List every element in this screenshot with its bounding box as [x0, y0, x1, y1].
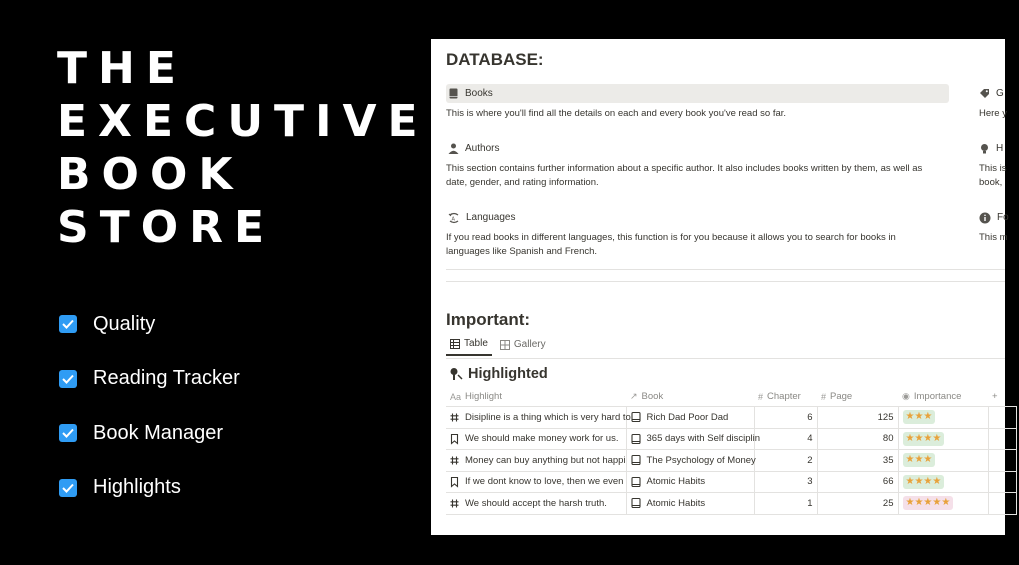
cell-book[interactable] [626, 428, 761, 450]
feature-label: Book Manager [93, 421, 224, 444]
book-link[interactable]: Atomic Habits [646, 497, 706, 509]
database-item-partial[interactable] [979, 208, 1019, 245]
tag-icon [979, 88, 990, 99]
highlight-text: We should accept the harsh truth. [465, 497, 607, 509]
database-item-label: Fo [997, 212, 1009, 223]
table-row[interactable] [446, 450, 1016, 472]
feature-item [59, 352, 240, 407]
column-header-book[interactable] [626, 387, 754, 407]
tabs-divider [446, 358, 1005, 359]
database-item-partial[interactable] [979, 139, 1019, 190]
column-header-label: Chapter [767, 391, 801, 402]
cell-highlight[interactable] [446, 428, 626, 450]
page-icon [631, 498, 641, 508]
divider [446, 269, 1005, 270]
title-line: BOOK [57, 149, 244, 200]
cell-empty [988, 450, 1016, 472]
database-item-books[interactable] [446, 84, 949, 121]
cell-book[interactable] [626, 493, 754, 515]
importance-stars: ★★★★★ [903, 496, 954, 510]
cell-empty [988, 471, 1016, 493]
book-icon [448, 88, 459, 99]
highlight-text: Money can buy anything but not happi [465, 454, 626, 466]
checkbox-checked-icon [59, 315, 77, 333]
cell-book[interactable] [626, 450, 754, 472]
cell-empty [988, 407, 1016, 429]
database-link-languages[interactable] [446, 208, 949, 227]
database-link-authors[interactable] [446, 139, 949, 158]
feature-item [59, 297, 240, 352]
cell-highlight[interactable] [446, 471, 626, 493]
column-header-label: Highlight [465, 391, 502, 402]
view-title-label: Highlighted [468, 366, 548, 382]
page-icon [631, 412, 641, 422]
highlights-table [446, 387, 1017, 515]
column-header-importance[interactable] [898, 387, 988, 407]
feature-label: Quality [93, 312, 156, 335]
cell-book[interactable] [626, 407, 754, 429]
database-item-languages[interactable] [446, 208, 949, 259]
table-header-row [446, 387, 1016, 407]
feature-list [59, 297, 240, 515]
importance-stars: ★★★ [903, 410, 936, 424]
highlight-text: Disipline is a thing which is very hard to [465, 411, 631, 423]
title-line: THE [57, 43, 187, 94]
add-property-button[interactable] [988, 387, 1016, 407]
number-property-icon: # [821, 391, 827, 402]
column-header-label: Importance [913, 391, 962, 402]
importance-stars: ★★★ [903, 453, 936, 467]
table-row[interactable] [446, 407, 1016, 429]
database-item-label: Authors [465, 143, 500, 154]
chapter-marker-icon [450, 456, 459, 465]
database-heading: DATABASE: [446, 50, 544, 69]
database-item-desc: Here y [979, 108, 1007, 119]
database-item-desc-line: This is [979, 163, 1007, 174]
cell-importance[interactable] [898, 450, 988, 472]
person-icon [448, 143, 459, 154]
database-item-desc: If you read books in different languages, this function is for you because it allows you to search for books in languages like Spanish and French. [446, 232, 896, 257]
cell-highlight[interactable] [446, 407, 631, 429]
divider [446, 281, 1005, 282]
important-heading: Important: [446, 310, 531, 329]
cell-book[interactable] [626, 471, 754, 493]
column-header-highlight[interactable] [446, 387, 626, 407]
bookmark-icon [450, 434, 459, 444]
table-row[interactable] [446, 428, 1016, 450]
highlight-text: If we dont know to love, then we even [465, 476, 624, 488]
database-item-label: G [996, 88, 1004, 99]
database-item-label: H [996, 143, 1004, 154]
bookmark-icon [450, 477, 459, 487]
cell-chapter[interactable]: 2 [754, 450, 817, 472]
feature-label: Highlights [93, 476, 181, 499]
number-property-icon: # [758, 391, 764, 402]
cell-page[interactable]: 66 [817, 471, 898, 493]
importance-stars: ★★★★ [903, 475, 945, 489]
database-item-desc-line: book, [979, 177, 1003, 188]
importance-stars: ★★★★ [903, 432, 945, 446]
column-header-chapter[interactable] [754, 387, 817, 407]
cell-page[interactable]: 35 [817, 450, 898, 472]
table-icon [450, 339, 460, 349]
cell-empty [988, 493, 1016, 515]
page-icon [631, 434, 641, 444]
column-header-page[interactable] [817, 387, 898, 407]
database-item-label: Languages [466, 212, 516, 223]
cell-page[interactable]: 125 [817, 407, 898, 429]
feature-item [59, 406, 240, 461]
database-link-partial [979, 139, 1019, 158]
info-icon [979, 212, 991, 224]
cell-highlight[interactable] [446, 493, 626, 515]
tab-label: Table [464, 338, 488, 349]
tab-gallery[interactable] [496, 338, 550, 356]
book-link[interactable]: Rich Dad Poor Dad [646, 411, 729, 423]
chapter-marker-icon [450, 499, 459, 508]
database-item-authors[interactable] [446, 139, 949, 190]
text-property-icon: Aa [450, 391, 462, 402]
book-link[interactable]: The Psychology of Money [646, 454, 756, 466]
cell-highlight[interactable] [446, 450, 626, 472]
tab-table[interactable] [446, 338, 492, 356]
relation-arrow-icon: ↗ [630, 391, 638, 401]
cell-importance[interactable] [898, 471, 988, 493]
checkbox-checked-icon [59, 370, 77, 388]
view-title [449, 366, 548, 382]
chapter-marker-icon [450, 413, 459, 422]
workspace-panel [431, 39, 1009, 535]
cell-page[interactable]: 80 [817, 428, 898, 450]
checkbox-checked-icon [59, 424, 77, 442]
lightbulb-icon [979, 143, 990, 154]
gallery-icon [500, 340, 510, 350]
cell-importance[interactable] [898, 407, 988, 429]
database-item-desc: This m [979, 232, 1008, 243]
cell-chapter[interactable]: 3 [754, 471, 817, 493]
select-property-icon: ◉ [902, 391, 910, 401]
column-header-label: Book [641, 391, 664, 402]
title-line: STORE [57, 202, 276, 253]
tab-label: Gallery [513, 339, 546, 350]
view-tabs [446, 338, 554, 356]
table-row[interactable] [446, 493, 1016, 515]
cell-importance[interactable] [898, 493, 988, 515]
page-icon [631, 455, 641, 465]
store-title [57, 42, 429, 254]
cell-page[interactable]: 25 [817, 493, 898, 515]
feature-item [59, 461, 240, 516]
title-line: EXECUTIVE [57, 96, 429, 147]
feature-label: Reading Tracker [93, 367, 240, 390]
cell-chapter[interactable]: 6 [754, 407, 817, 429]
cell-chapter[interactable]: 4 [754, 428, 817, 450]
cell-empty [988, 428, 1016, 450]
database-link-partial [979, 84, 1019, 103]
book-link[interactable]: 365 days with Self disciplin [646, 433, 761, 445]
page-icon [631, 477, 641, 487]
cell-importance[interactable] [898, 428, 988, 450]
database-item-desc: This section contains further information about a specific author. It also includes books written by them, as well as date, gender, and rating information. [446, 163, 923, 188]
translate-icon [448, 212, 460, 224]
database-link-books[interactable] [446, 84, 949, 103]
book-link[interactable]: Atomic Habits [646, 476, 706, 488]
cell-chapter[interactable]: 1 [754, 493, 817, 515]
database-item-label: Books [465, 88, 493, 99]
database-item-desc: This is where you'll find all the details on each and every book you've read so far. [446, 108, 787, 119]
checkbox-checked-icon [59, 479, 77, 497]
add-property-label: + [992, 391, 998, 402]
database-item-desc [979, 162, 1019, 190]
database-link-partial [979, 208, 1019, 227]
highlight-text: We should make money work for us. [465, 433, 619, 445]
database-item-partial[interactable] [979, 84, 1019, 121]
column-header-label: Page [830, 391, 853, 402]
svg-text:A: A [451, 216, 455, 222]
table-row[interactable] [446, 471, 1016, 493]
pin-highlighter-icon [449, 367, 463, 381]
